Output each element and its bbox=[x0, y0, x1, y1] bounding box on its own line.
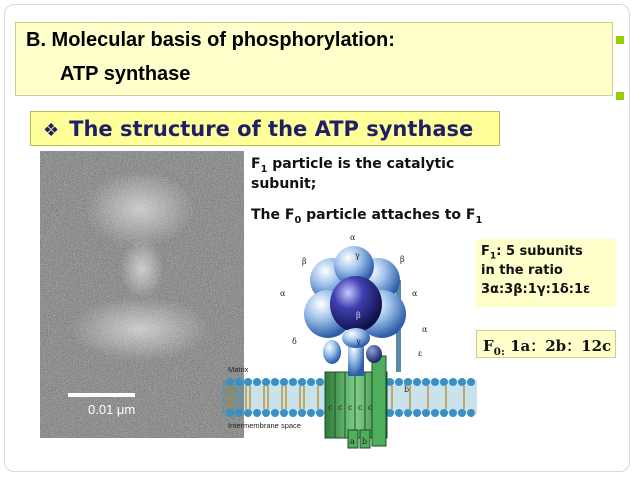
svg-text:a: a bbox=[350, 437, 355, 446]
f0-text: $F_{0:}$ 1a：2b：12c bbox=[483, 337, 612, 358]
svg-text:γ: γ bbox=[356, 337, 361, 346]
svg-text:c: c bbox=[368, 403, 373, 412]
page-subtitle: ATP synthase bbox=[60, 63, 191, 85]
svg-text:γ: γ bbox=[355, 251, 360, 260]
svg-text:α: α bbox=[422, 325, 428, 334]
f1-line-1: $F_1$: 5 subunits bbox=[481, 244, 583, 262]
section-heading-text bbox=[43, 117, 473, 141]
matrix-label: Matrix bbox=[228, 365, 249, 374]
electron-micrograph bbox=[40, 151, 244, 438]
svg-text:b: b bbox=[362, 437, 368, 446]
info-box bbox=[244, 152, 526, 235]
intermembrane-label: Intermembrane space bbox=[228, 421, 301, 430]
f1-line-2: in the ratio bbox=[481, 263, 563, 278]
svg-text:α: α bbox=[280, 289, 286, 298]
svg-text:c: c bbox=[338, 403, 343, 412]
svg-text:ε: ε bbox=[418, 349, 423, 358]
svg-text:c: c bbox=[358, 403, 363, 412]
info-line-3: The $F_0$ particle attaches to $F_1$ bbox=[251, 207, 483, 226]
svg-text:c: c bbox=[348, 403, 353, 412]
info-line-2: subunit; bbox=[251, 176, 317, 192]
page-title: B. Molecular basis of phosphorylation: bbox=[26, 29, 395, 51]
svg-text:δ: δ bbox=[292, 337, 297, 346]
section-heading bbox=[30, 111, 500, 146]
diamond-bullet-icon: ❖ bbox=[43, 120, 60, 141]
decor-square-2 bbox=[616, 92, 624, 100]
f1-info-box bbox=[476, 239, 616, 307]
f1-line-3: 3α:3β:1γ:1δ:1ε bbox=[481, 282, 591, 297]
heading-label: The structure of the ATP synthase bbox=[69, 117, 474, 141]
svg-text:α: α bbox=[350, 233, 356, 242]
svg-text:b: b bbox=[404, 385, 410, 394]
f0-info-box bbox=[476, 330, 616, 358]
svg-text:α: α bbox=[412, 289, 418, 298]
title-box bbox=[15, 22, 613, 96]
svg-text:β: β bbox=[302, 257, 307, 266]
svg-text:c: c bbox=[328, 403, 333, 412]
info-line-1: $F_1$ particle is the catalytic bbox=[251, 156, 455, 175]
decor-square-1 bbox=[616, 36, 624, 44]
svg-text:β: β bbox=[356, 311, 361, 320]
svg-text:β: β bbox=[400, 255, 405, 264]
scale-bar-label: 0.01 μm bbox=[88, 402, 136, 417]
atp-synthase-diagram bbox=[222, 232, 477, 452]
